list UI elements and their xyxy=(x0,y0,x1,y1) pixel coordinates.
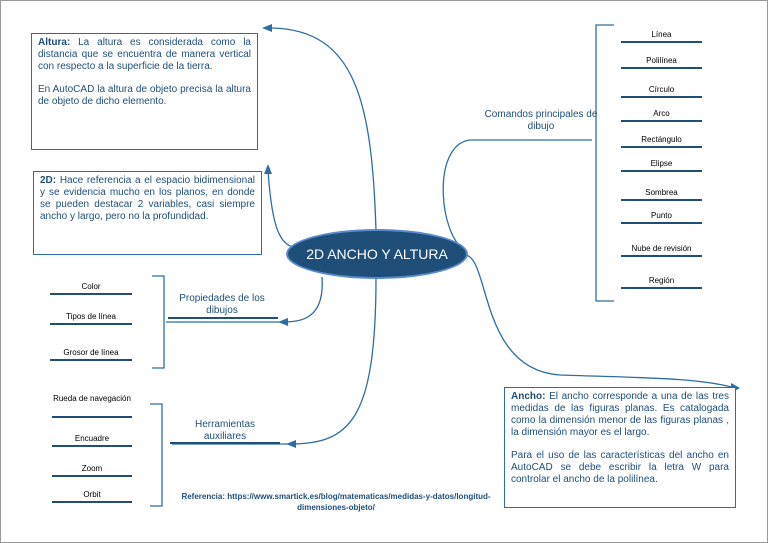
herramienta-item: Zoom xyxy=(81,464,103,473)
2d-box xyxy=(33,171,262,255)
reference-link[interactable]: Referencia: https://www.smartick.es/blog/matematicas/medidas-y-datos/longitud-dimensiones-objeto/ xyxy=(181,492,491,512)
comando-item: Polilínea xyxy=(646,56,677,65)
herramienta-item: Encuadre xyxy=(74,434,110,443)
herramienta-item: Orbit xyxy=(83,490,101,499)
connector-altura xyxy=(272,28,376,231)
2d-text: Hace referencia a el espacio bidimensional y se evidencia mucho en los planos, en donde se pueden destacar 2 variables, casi siempre ancho y largo, pero no la profundidad. xyxy=(40,175,255,222)
comando-item: Arco xyxy=(653,109,670,118)
connector-comandos xyxy=(443,140,592,250)
central-topic-title: 2D ANCHO Y ALTURA xyxy=(306,246,448,262)
propiedad-item: Tipos de línea xyxy=(66,312,116,321)
2d-label: 2D: xyxy=(40,175,57,186)
altura-text-2: En AutoCAD la altura de objeto precisa la altura de objeto de dicho elemento. xyxy=(38,84,251,107)
comando-item: Punto xyxy=(651,211,672,220)
comandos-title: Comandos principales de dibujo xyxy=(484,109,598,132)
connector-ancho xyxy=(466,255,735,388)
bracket-propiedades xyxy=(152,276,164,368)
altura-text-1: La altura es considerada como la distancia que se encuentra de manera vertical con respecto a la superficie de la tierra. xyxy=(38,37,251,72)
propiedad-item: Color xyxy=(81,282,101,291)
ancho-text-2: Para el uso de las características del ancho en AutoCAD se debe escribir la letra W para controlar el ancho de la polilínea. xyxy=(511,450,729,485)
altura-box xyxy=(31,33,258,150)
comando-item: Línea xyxy=(651,30,672,39)
ancho-box xyxy=(504,387,736,508)
ancho-label: Ancho: xyxy=(511,391,546,402)
comando-item: Nube de revisión xyxy=(631,244,692,253)
herramientas-title: Herramientas auxiliares xyxy=(194,419,256,442)
comando-item: Elipse xyxy=(650,159,673,168)
altura-label: Altura: xyxy=(38,37,71,48)
herramienta-item: Rueda de navegación xyxy=(53,394,131,403)
connector-2d xyxy=(268,170,303,248)
comando-item: Región xyxy=(648,276,675,285)
comando-item: Círculo xyxy=(648,85,675,94)
central-topic xyxy=(288,231,466,277)
propiedad-item: Grosor de línea xyxy=(63,348,119,357)
comando-item: Sombrea xyxy=(645,188,678,197)
bracket-comandos xyxy=(596,25,614,301)
comando-item: Rectángulo xyxy=(641,135,682,144)
propiedades-title: Propiedades de los dibujos xyxy=(179,293,265,316)
bracket-herramientas xyxy=(150,404,162,506)
ancho-text-1: El ancho corresponde a una de las tres medidas de las figuras planas. Es catalogada como la dimensión menor de las figuras planas , la dimensión mayor es el largo. xyxy=(511,391,729,438)
